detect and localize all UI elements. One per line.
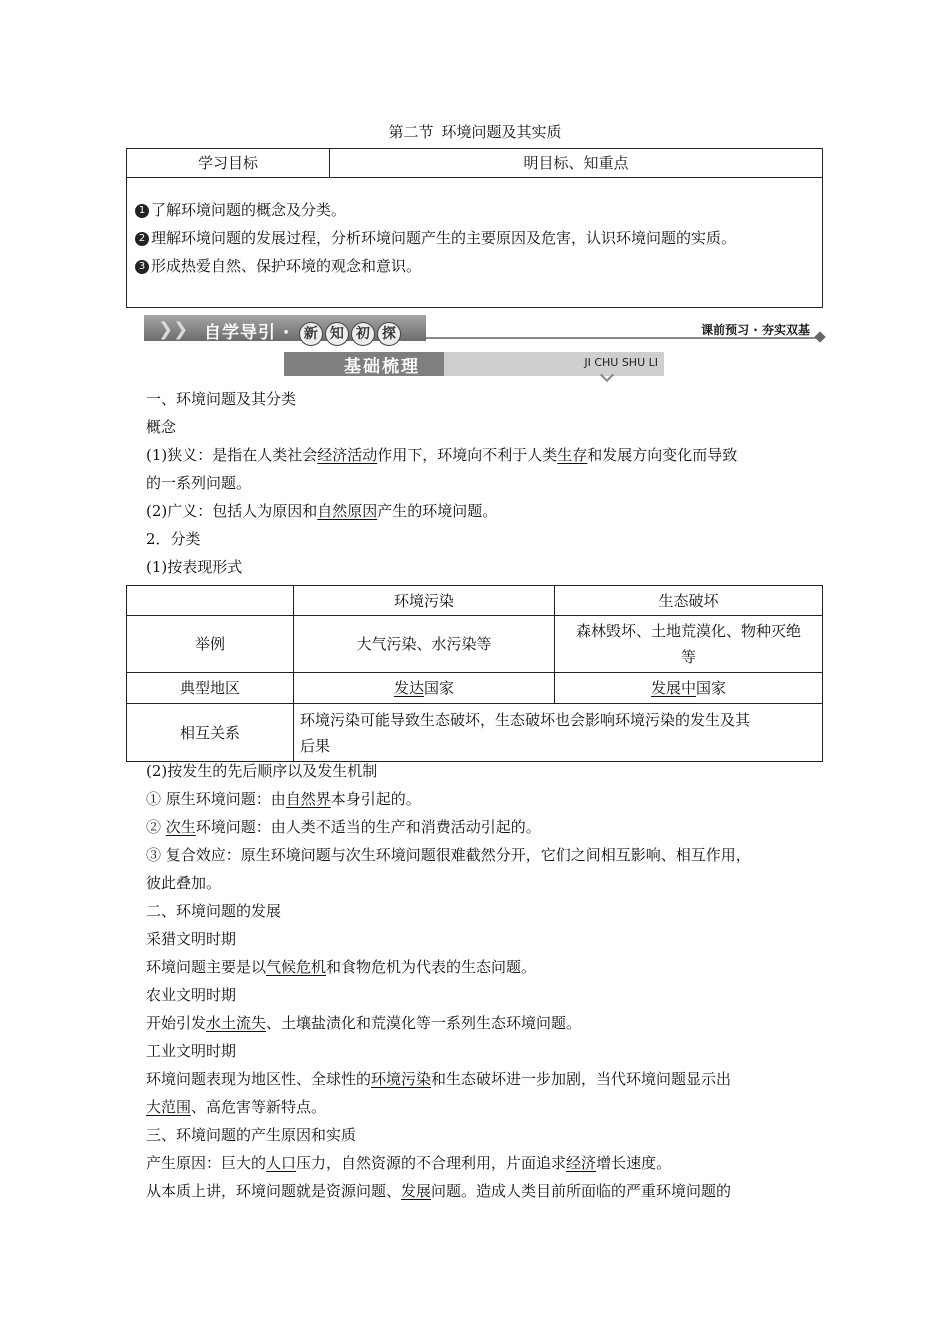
blank-answer: 自然界: [285, 790, 331, 808]
blank-answer: 自然原因: [317, 502, 378, 520]
text: 产生的环境问题。: [377, 502, 498, 520]
double-chevron-icon: ❯❯: [158, 319, 189, 340]
primary-problem: [146, 788, 421, 810]
section-number: 第二节: [388, 123, 434, 141]
hunting-era: 采猎文明时期: [146, 930, 237, 948]
text: 国家: [696, 679, 727, 697]
sub-banner-en: JI CHU SHU LI: [584, 356, 658, 369]
blank-answer: 发展中: [650, 679, 696, 697]
text: 增长速度。: [596, 1154, 672, 1172]
table-cell: [294, 704, 823, 762]
page-title: [0, 121, 950, 142]
sub-banner-title: 基础梳理: [344, 357, 420, 377]
table-corner: [127, 586, 294, 616]
text: 产生原因：巨大的: [146, 1154, 267, 1172]
heading-2: 二、环境问题的发展: [146, 902, 282, 920]
banner-right-label: 课前预习 · 夯实双基: [701, 323, 810, 337]
goal-text: 了解环境问题的概念及分类。: [151, 201, 347, 219]
row-label: 典型地区: [127, 673, 294, 704]
agriculture-era: 农业文明时期: [146, 986, 237, 1004]
diamond-icon: [814, 331, 825, 342]
banner-char: 新: [299, 322, 323, 346]
industry-era: 工业文明时期: [146, 1042, 237, 1060]
blank-answer: 发达: [393, 679, 424, 697]
goals-header-right: 明目标、知重点: [330, 149, 823, 178]
text: (1)狭义：是指在人类社会: [146, 446, 318, 464]
concept-label: 概念: [146, 418, 177, 436]
section-name: 环境问题及其实质: [441, 123, 562, 141]
text: 和生态破坏进一步加剧，当代环境问题显示出: [431, 1070, 732, 1088]
text: ②: [146, 818, 166, 836]
banner-dot: ·: [282, 323, 291, 343]
text: 从本质上讲，环境问题就是资源问题、: [146, 1182, 402, 1200]
table-cell: 大气污染、水污染等: [294, 616, 555, 673]
secondary-problem: [146, 816, 541, 838]
agriculture-text: [146, 1012, 581, 1034]
composite-effect: ③ 复合效应：原生环境问题与次生环境问题很难截然分开，它们之间相互影响、相互作用，: [146, 846, 751, 864]
text: 本身引起的。: [330, 790, 421, 808]
essence-text: [146, 1180, 731, 1202]
blank-answer: 环境污染: [371, 1070, 432, 1088]
by-order-label: (2)按发生的先后顺序以及发生机制: [146, 762, 378, 780]
classification-label: 2．分类: [146, 530, 201, 548]
banner-left-label: 自学导引: [204, 323, 276, 343]
text: 、高危害等新特点。: [191, 1098, 327, 1116]
goal-text: 形成热爱自然、保护环境的观念和意识。: [151, 257, 422, 275]
narrow-definition: [146, 444, 737, 466]
goal-item: [135, 198, 346, 222]
blank-answer: 经济活动: [317, 446, 378, 464]
text: 问题。造成人类目前所面临的严重环境问题的: [431, 1182, 732, 1200]
by-form-label: (1)按表现形式: [146, 558, 243, 576]
broad-definition: [146, 500, 497, 522]
banner-char: 探: [377, 322, 401, 346]
text: 和食物危机为代表的生态问题。: [326, 958, 537, 976]
blank-answer: 气候危机: [266, 958, 327, 976]
section-banner: [144, 313, 824, 343]
blank-answer: 人口: [266, 1154, 297, 1172]
text: 、土壤盐渍化和荒漠化等一系列生态环境问题。: [266, 1014, 582, 1032]
table-cell: [294, 673, 555, 704]
cause-text: [146, 1152, 671, 1174]
blank-answer: 次生: [165, 818, 196, 836]
text: 开始引发: [146, 1014, 207, 1032]
heading-3: 三、环境问题的产生原因和实质: [146, 1126, 357, 1144]
banner-band: [144, 315, 426, 341]
text: 环境问题表现为地区性、全球性的: [146, 1070, 372, 1088]
text: 国家: [424, 679, 455, 697]
table-cell: [555, 673, 823, 704]
cell-line: 环境污染可能导致生态破坏，生态破坏也会影响环境污染的发生及其: [300, 710, 751, 729]
cell-line: 等: [680, 648, 696, 666]
table-header: 环境污染: [294, 586, 555, 616]
text: 环境问题：由人类不适当的生产和消费活动引起的。: [195, 818, 541, 836]
text: 作用下，环境向不利于人类: [377, 446, 558, 464]
goals-header-table: [126, 148, 823, 178]
blank-answer: 生存: [557, 446, 588, 464]
classification-table: [126, 585, 823, 762]
goal-item: [135, 226, 736, 250]
text: 压力，自然资源的不合理利用，片面追求: [296, 1154, 567, 1172]
banner-char: 初: [351, 322, 375, 346]
hunting-text: [146, 956, 536, 978]
cell-line: 后果: [300, 736, 331, 755]
blank-answer: 经济: [566, 1154, 597, 1172]
goal-text: 理解环境问题的发展过程，分析环境问题产生的主要原因及危害，认识环境问题的实质。: [151, 229, 737, 247]
industry-text: [146, 1068, 731, 1090]
goal-number-icon: 1: [135, 204, 149, 218]
row-label: 相互关系: [127, 704, 294, 762]
heading-1: 一、环境问题及其分类: [146, 390, 297, 408]
blank-answer: 水土流失: [206, 1014, 267, 1032]
sub-banner: [284, 350, 664, 380]
narrow-definition-cont: 的一系列问题。: [146, 474, 252, 492]
blank-answer: 发展: [401, 1182, 432, 1200]
goals-body: [126, 178, 823, 308]
cell-line: 森林毁坏、土地荒漠化、物种灭绝: [575, 622, 801, 640]
goal-item: [135, 254, 421, 278]
text: 环境问题主要是以: [146, 958, 267, 976]
goals-header-left: 学习目标: [127, 149, 330, 178]
banner-char: 知: [325, 322, 349, 346]
row-label: 举例: [127, 616, 294, 673]
industry-text-cont: [146, 1096, 326, 1118]
table-cell: [555, 616, 823, 673]
composite-effect-cont: 彼此叠加。: [146, 874, 222, 892]
text: (2)广义：包括人为原因和: [146, 502, 318, 520]
goal-number-icon: 3: [135, 260, 149, 274]
banner-left-title: [204, 318, 401, 346]
blank-answer: 大范围: [146, 1098, 192, 1116]
text: 和发展方向变化而导致: [587, 446, 738, 464]
text: ① 原生环境问题：由: [146, 790, 286, 808]
goal-number-icon: 2: [135, 232, 149, 246]
table-header: 生态破坏: [555, 586, 823, 616]
